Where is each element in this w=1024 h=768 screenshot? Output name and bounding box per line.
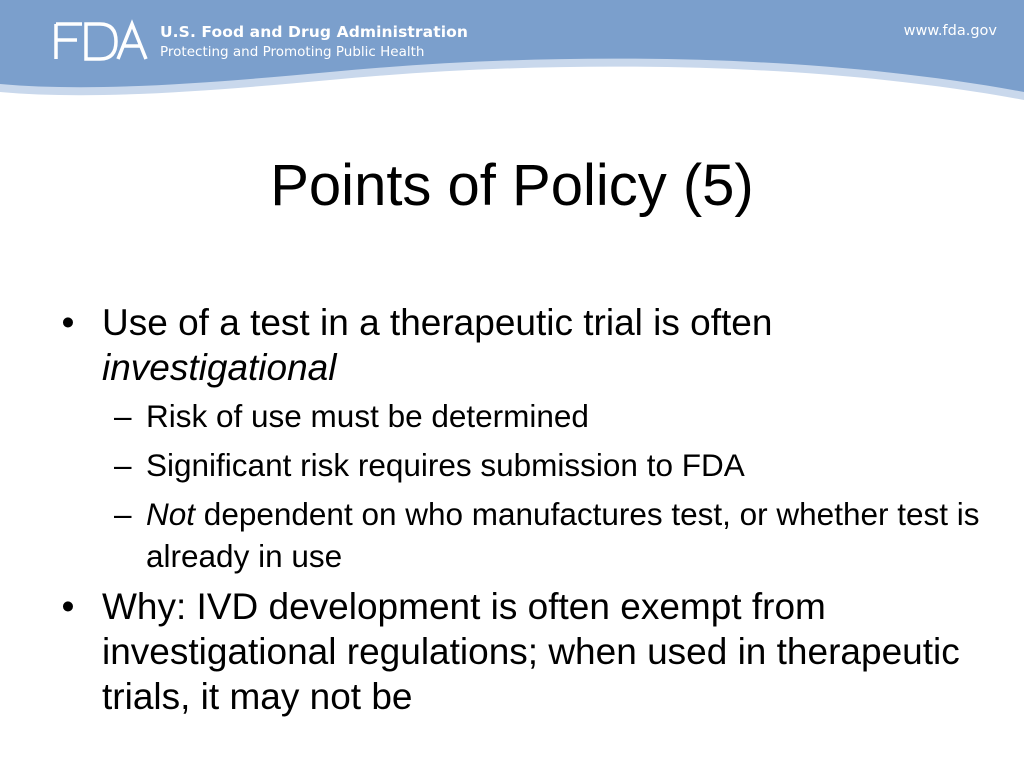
bullet-emphasis: investigational [102,347,337,388]
bullet-marker: • [61,586,75,627]
sub-bullet-text: dependent on who manufactures test, or whether test is already in use [146,496,980,574]
slide-title: Points of Policy (5) [270,153,754,218]
sub-bullet-item [58,444,988,486]
sub-bullet-item [58,395,988,437]
bullet-marker: • [61,302,75,343]
sub-bullet-text: Significant risk requires submission to FDA [146,447,745,483]
org-name: U.S. Food and Drug Administration [160,23,469,41]
bullet-item [58,300,988,390]
sub-bullet-marker: – [114,496,132,532]
site-url: www.fda.gov [903,23,997,39]
banner-background [0,0,1024,112]
sub-bullet-item [58,493,988,577]
sub-bullet-marker: – [114,447,132,483]
header-banner [0,0,1024,112]
bullet-item [58,584,988,719]
bullet-text: Why: IVD development is often exempt from investigational regulations; when used in therapeutic trials, it may not be [102,586,960,717]
org-tagline: Protecting and Promoting Public Health [160,44,425,60]
sub-bullet-marker: – [114,398,132,434]
bullet-text: Use of a test in a therapeutic trial is often [102,302,773,343]
org-block [160,22,468,62]
sub-bullet-emphasis: Not [146,496,196,532]
sub-bullet-text: Risk of use must be determined [146,398,589,434]
slide-content [58,300,988,719]
